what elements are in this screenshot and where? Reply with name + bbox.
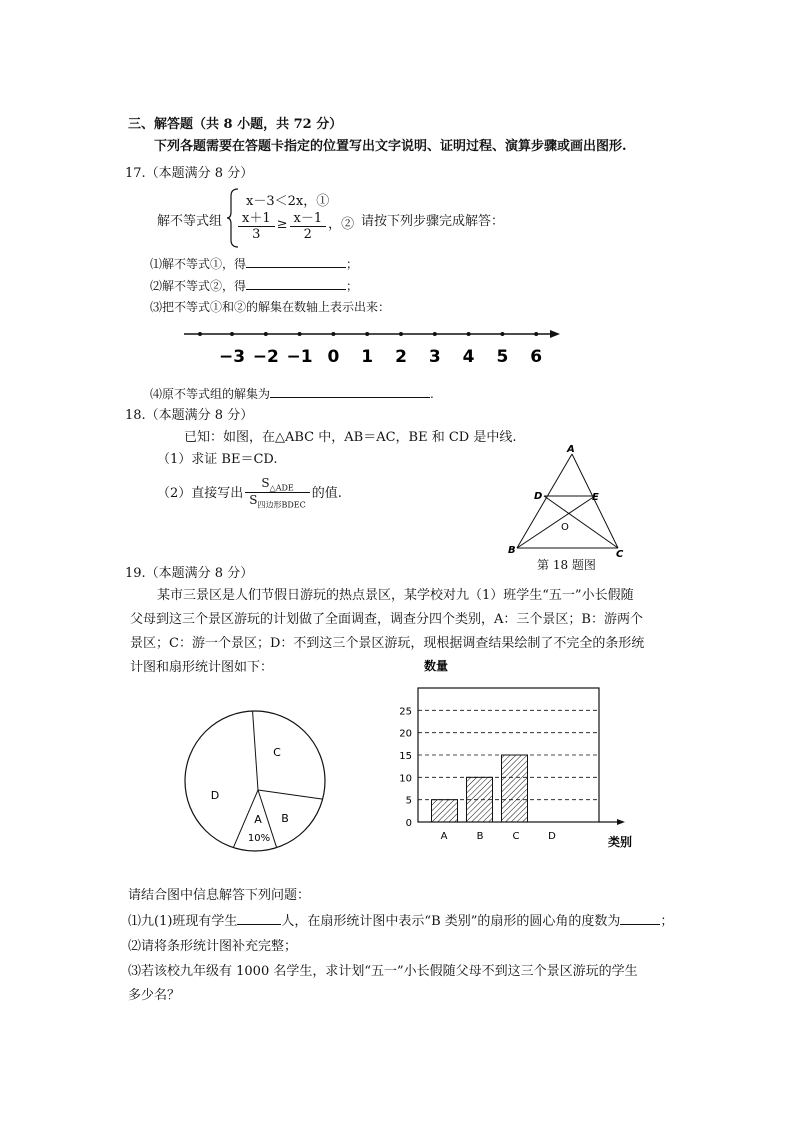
q18-figure-caption: 第 18 题图	[537, 558, 596, 572]
y-tick-label: 15	[399, 751, 412, 762]
y-tick-label: 10	[399, 773, 412, 785]
number-line[interactable]	[180, 322, 564, 370]
number-line-label: −3	[218, 347, 246, 367]
q17-lead: 解不等式组	[157, 214, 223, 229]
step1-answer-blank[interactable]	[246, 254, 346, 268]
step4-text: ⑷原不等式组的解集为	[150, 387, 271, 401]
frac2-num: x－1	[290, 207, 327, 227]
pie-slice-label-a: A	[254, 813, 262, 826]
q19-para-line4: 计图和扇形统计图如下：	[130, 660, 274, 675]
q17-step1	[150, 254, 358, 272]
pie-slice-percent: 10%	[247, 833, 271, 844]
q19-para-line2: 父母到这三个景区游玩的计划做了全面调查，调查分四个类别，A：三个景区；B：游两个	[130, 612, 643, 627]
label-a: A	[567, 444, 575, 455]
number-line-label: 5	[496, 347, 509, 367]
sub1-student-blank[interactable]	[237, 911, 281, 925]
area-num-sub: △ADE	[269, 483, 294, 493]
x-axis-arrow	[617, 819, 625, 825]
y-tick-label: 20	[399, 728, 412, 740]
pie-chart	[180, 706, 330, 856]
y-tick-label: 5	[405, 795, 412, 807]
number-line-label: −2	[252, 347, 279, 367]
pie-slice-label-d: D	[210, 789, 220, 802]
step4-end: .	[430, 387, 434, 401]
label-c: C	[616, 549, 624, 560]
bar-chart	[378, 655, 648, 851]
q18-given: 已知：如图，在△ABC 中，AB＝AC，BE 和 CD 是中线.	[184, 430, 517, 445]
q17-step3: ⑶把不等式①和②的解集在数轴上表示出来：	[150, 300, 391, 314]
q19-sub3-line2: 多少名？	[128, 988, 181, 1003]
step2-answer-blank[interactable]	[246, 276, 346, 290]
side-ab	[517, 454, 572, 548]
label-d: D	[534, 491, 543, 502]
frac1-den: 3	[252, 227, 261, 242]
bar-b	[467, 777, 493, 822]
q19-prompt: 请结合图中信息解答下列问题：	[128, 888, 311, 903]
step4-answer-blank[interactable]	[270, 384, 430, 398]
q19-sub2: ⑵请将条形统计图补充完整；	[128, 939, 298, 954]
q18-part1: （1）求证 BE＝CD.	[157, 452, 278, 467]
label-b: B	[508, 545, 516, 556]
frac1-num: x＋1	[238, 207, 275, 227]
geq-sign: ≥	[276, 217, 288, 232]
number-line-arrow	[550, 330, 560, 338]
q19-para-line3: 景区；C：游一个景区；D：不到这三个景区游玩，现根据调查结果绘制了不完全的条形统	[130, 636, 645, 651]
q17-ineq2	[236, 207, 354, 242]
x-tick-label-a: A	[440, 831, 448, 842]
number-line-dot	[264, 332, 268, 336]
q17-ineq1: x－3＜2x，①	[246, 194, 330, 209]
part2-tail: 的值.	[311, 485, 342, 501]
number-line-dot	[433, 332, 437, 336]
ineq2-tail: ，②	[328, 217, 355, 232]
sub1-end: ；	[660, 914, 674, 929]
step2-text: ⑵解不等式②，得	[150, 279, 247, 293]
pie-outline	[185, 711, 325, 851]
area-den-sub: 四边形BDEC	[257, 500, 306, 510]
number-line-label: 0	[327, 347, 340, 367]
q19-sub3-line1: ⑶若该校九年级有 1000 名学生，求计划“五一”小长假随父母不到这三个景区游玩的学生	[128, 964, 638, 979]
bar-c	[502, 755, 528, 822]
number-line-dot	[500, 332, 504, 336]
number-line-label: −1	[286, 347, 313, 367]
number-line-dot	[198, 332, 202, 336]
label-o: O	[561, 522, 569, 533]
number-line-dot	[467, 332, 471, 336]
y-tick-label: 25	[399, 706, 412, 718]
q19-para-line1: 某市三景区是人们节假日游玩的热点景区，某学校对九（1）班学生“五一”小长假随	[157, 588, 634, 603]
sub1-a: ⑴九(1)班现有学生	[128, 914, 238, 929]
label-e: E	[592, 492, 599, 503]
step1-text: ⑴解不等式①，得	[150, 257, 247, 271]
number-line-label: 2	[395, 347, 407, 367]
q19-sub1	[128, 910, 673, 929]
number-line-dot	[298, 332, 302, 336]
q17-tail: 请按下列步骤完成解答：	[361, 214, 505, 229]
y-axis-title: 数量	[424, 659, 449, 673]
step1-end: ；	[346, 257, 359, 271]
q18-header: 18.（本题满分 8 分）	[125, 408, 254, 423]
x-axis-title: 类别	[608, 835, 633, 849]
q17-header: 17.（本题满分 8 分）	[125, 166, 254, 181]
number-line-label: 1	[361, 347, 374, 367]
number-line-dot	[365, 332, 369, 336]
bar-a	[432, 800, 458, 822]
number-line-label: 6	[530, 347, 543, 367]
number-line-dot	[399, 332, 403, 336]
q18-part2	[157, 476, 342, 511]
q19-header: 19.（本题满分 8 分）	[125, 566, 254, 581]
area-num-s: S	[261, 476, 270, 490]
number-line-label: 4	[462, 347, 475, 367]
step2-end: ；	[346, 279, 359, 293]
number-line-dot	[534, 332, 538, 336]
x-tick-label-d: D	[548, 831, 556, 842]
median-be	[517, 496, 595, 548]
frac2-den: 2	[303, 227, 312, 242]
sub1-b: 人，在扇形统计图中表示“B 类别”的扇形的圆心角的度数为	[281, 914, 621, 929]
y-tick-label: 0	[405, 818, 412, 829]
x-tick-label-c: C	[512, 831, 520, 842]
number-line-label: 3	[428, 347, 441, 367]
pie-slice-label-b: B	[281, 812, 289, 825]
area-den-s: S	[249, 493, 258, 508]
number-line-dot	[230, 332, 234, 336]
q17-step4	[150, 384, 434, 402]
section-title: 三、解答题（共 8 小题，共 72 分）	[128, 117, 343, 132]
section-instruction: 下列各题需要在答题卡指定的位置写出文字说明、证明过程、演算步骤或画出图形.	[154, 139, 627, 154]
number-line-dot	[331, 332, 335, 336]
x-tick-label-b: B	[476, 831, 484, 842]
pie-slice-label-c: C	[273, 746, 281, 759]
q17-step2	[150, 276, 358, 294]
part2-lead: （2）直接写出	[157, 485, 244, 501]
sub1-angle-blank[interactable]	[620, 911, 660, 925]
